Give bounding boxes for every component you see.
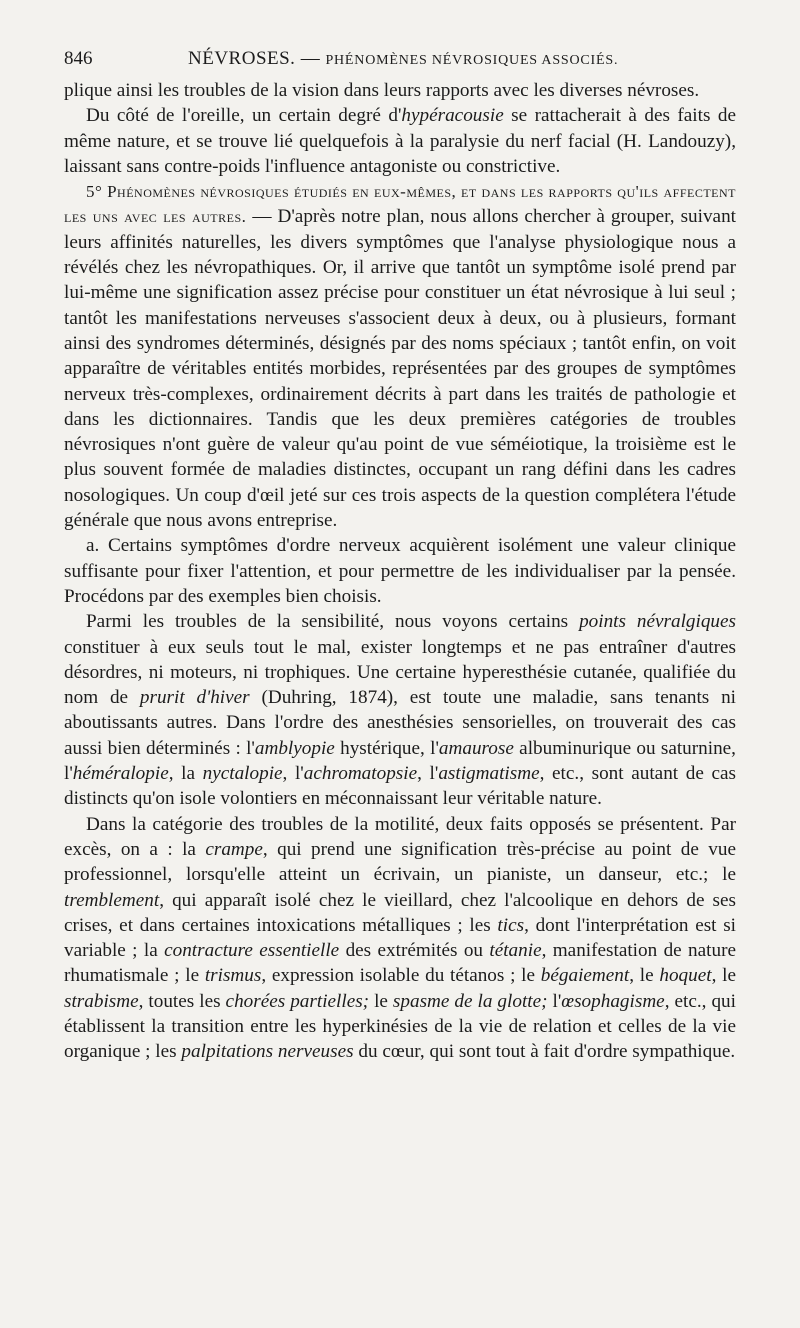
text-run: , dont l'interprétation est si variable ; la [64,914,737,962]
term: amaurose [438,737,514,759]
paragraph-sensibility [64,609,736,811]
term: astigmatisme [438,763,540,785]
term: strabisme [64,990,139,1012]
body-text [64,78,736,1065]
term: tétanie [489,940,542,962]
text-run: , etc., sont autant de cas distincts qu'on isole volontiers en méconnaissant leur véritable nature. [64,763,736,810]
text-run: l' [547,990,562,1012]
term: amblyopie [254,737,335,759]
running-title-separator: — [295,48,326,69]
text-run: du cœur, qui sont tout à fait d'ordre sympathique. [353,1041,736,1063]
term: crampe [205,838,263,860]
text-run: albuminurique ou saturnine, l' [64,737,736,785]
text-run: Du côté de l'oreille, un certain degré d' [86,105,402,127]
paragraph-ear [64,103,736,179]
text-run: , l' [282,763,304,785]
section-heading: 5° Phénomènes névrosiques étudiés en eux-mêmes, et dans les rapports qu'ils affectent les uns avec les autres. [64,182,736,227]
term: bégaiement [540,965,630,987]
text-run: , toutes les [138,990,226,1012]
text-run: , la [168,763,203,785]
paragraph-section-5 [64,179,736,533]
text-run: , le [629,965,660,987]
running-title-sub: PHÉNOMÈNES NÉVROSIQUES ASSOCIÉS. [325,53,619,68]
text-run: des extrémités ou [339,940,490,962]
text-run: (Duhring, 1874), est toute une maladie, sans tenants ni aboutissants autres. Dans l'ordre des anesthésies sensorielles, on trouverait des cas aussi bien déterminés : l' [64,687,736,759]
paragraph-continuation: plique ainsi les troubles de la vision dans leurs rapports avec les diverses névroses. [64,80,700,101]
text-run: , etc., qui établissent la transition entre les hyperkinésies de la vie de relation et celles de la vie organique ; les [64,990,736,1063]
term: nyctalopie [202,763,283,785]
term: prurit d'hiver [139,687,250,709]
term: points névralgiques [579,611,736,633]
paragraph-a: a. Certains symptômes d'ordre nerveux acquièrent isolément une valeur clinique suffisante pour fixer l'attention, et pour permettre de les individualiser par la pensée. Procédons par des exemples bien choisis. [64,535,736,607]
text-run: , l' [417,763,439,785]
running-title-main: NÉVROSES. [188,48,296,69]
text-run: , le [711,965,736,987]
text-run: se rattacherait à des faits de même nature, et se trouve lié quelquefois à la paralysie du nerf facial (H. Landouzy), laissant sans contre-poids l'influence antagoniste ou constrictive. [64,105,737,177]
text-run: constituer à eux seuls tout le mal, exister longtemps et ne pas entraîner d'autres désordres, ni moteurs, ni trophiques. Une certaine hyperesthésie cutanée, qualifiée du nom de [64,636,736,709]
term: contracture essentielle [164,940,340,962]
term: trismus [204,965,262,987]
text-run: hystérique, l' [334,737,439,759]
term: spasme de la glotte; [392,990,548,1012]
paragraph-motility [64,812,736,1065]
term: héméralopie [72,763,169,785]
term: œsophagisme [561,990,665,1012]
text-run: le [369,990,393,1012]
term-hyperacousie: hypéracousie [401,105,504,127]
text-run: , qui prend une signification très-précise au point de vue professionnel, lorsqu'elle atteint un écrivain, un pianiste, un danseur, etc.; le [64,838,736,886]
text-run: Parmi les troubles de la sensibilité, nous voyons certains [86,611,580,633]
term: tics [497,914,525,936]
text-run: — D'après notre plan, nous allons chercher à grouper, suivant leurs affinités naturelles, les divers symptômes que l'analyse physiologique nous a révélés chez les névropathiques. Or, il arrive que tantôt un symptôme isolé prend par lui-même une signification assez précise pour constituer un état névrosique à lui seul ; tantôt les manifestations nerveuses s'associent deux à deux, ou à plusieurs, formant ainsi des syndromes déterminés, désignés par des noms spéciaux ; tantôt enfin, on voit apparaître de véritables entités morbides, représentées par des groupes de symptômes nerveux très-complexes, ordinairement décrits à part dans les traités de pathologie et dans les dictionnaires. Tandis que les deux premières catégories de troubles névrosiques n'ont guère de valeur qu'au point de vue séméiotique, la troisième est le plus souvent formée de maladies distinctes, occupant un rang défini dans les cadres nosologiques. Un coup d'œil jeté sur ces trois aspects de la question complétera l'étude générale que nous avons entreprise. [64,206,736,532]
term: achromatopsie [303,763,418,785]
text-run: Dans la catégorie des troubles de la motilité, deux faits opposés se présentent. Par excès, on a : la [64,813,736,860]
running-head [64,44,736,78]
term: palpitations nerveuses [181,1041,354,1063]
running-title [188,48,618,70]
term: chorées partielles; [225,990,370,1012]
page-number: 846 [64,48,93,69]
term: hoquet [659,965,712,987]
term: tremblement [64,889,160,911]
text-run: , manifestation de nature rhumatismale ; le [64,940,736,987]
text-run: , qui apparaît isolé chez le vieillard, chez l'alcoolique en dehors de ses crises, et dans certaines intoxications métalliques ; les [64,889,736,936]
text-run: , expression isolable du tétanos ; le [261,965,541,987]
